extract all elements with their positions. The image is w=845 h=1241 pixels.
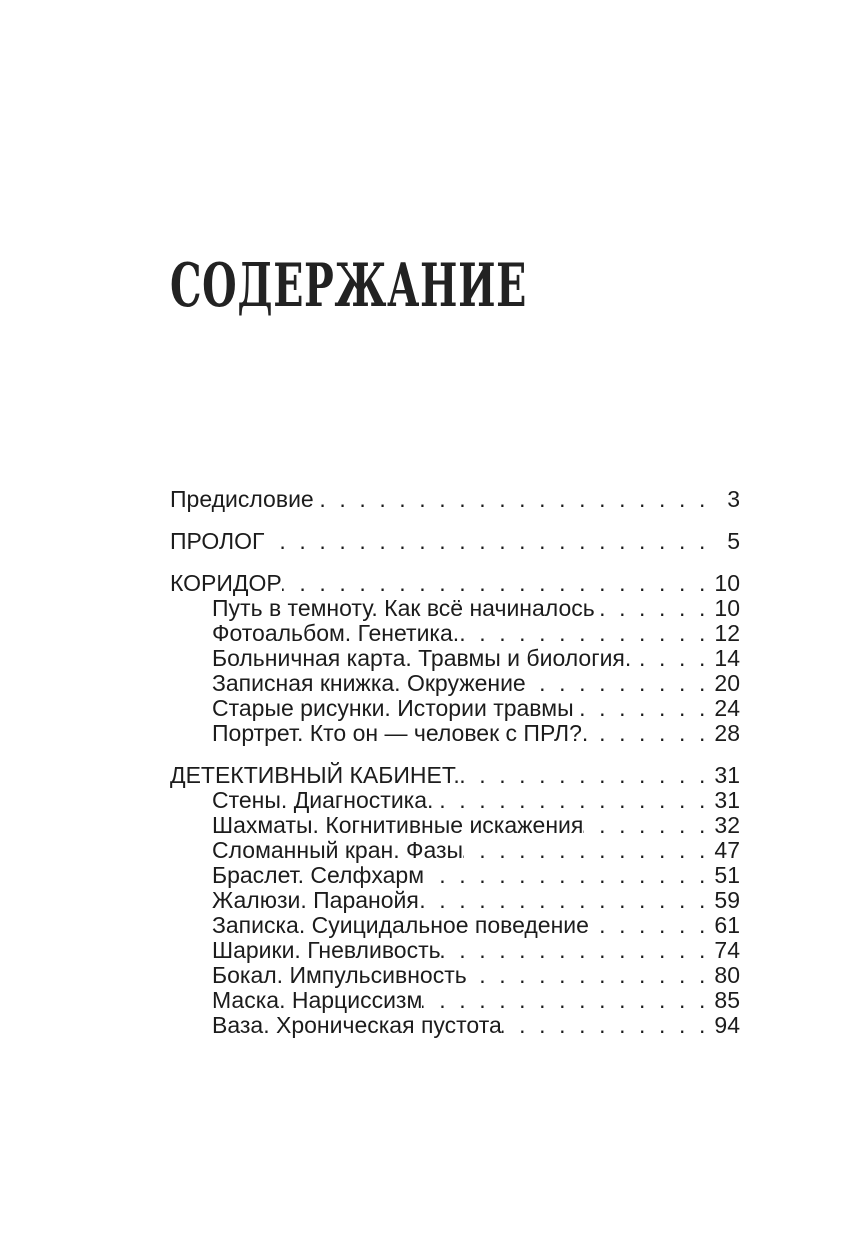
toc-entry-label: Предисловие (170, 486, 314, 512)
dot-leader (264, 529, 711, 554)
toc-entry-label: Шарики. Гневливость (212, 937, 441, 963)
toc-entry-page: 20 (714, 670, 740, 696)
toc-entry-page: 12 (714, 620, 740, 646)
toc-entry-label: Стены. Диагностика. (212, 787, 434, 813)
toc-entry-page: 14 (714, 645, 740, 671)
page-title: СОДЕРЖАНИЕ (170, 251, 528, 321)
dot-leader (583, 813, 711, 838)
dot-leader (502, 1013, 711, 1038)
toc-entry (170, 763, 740, 788)
toc-entry (170, 938, 740, 963)
toc-entry (170, 838, 740, 863)
dot-leader (574, 696, 711, 721)
toc-entry-page: 24 (714, 695, 740, 721)
toc-entry (170, 788, 740, 813)
toc-entry-label: КОРИДОР (170, 570, 282, 596)
toc-entry-label: Сломанный кран. Фазы (212, 837, 464, 863)
toc-entry-page: 94 (714, 1012, 740, 1038)
toc-entry (170, 888, 740, 913)
toc-entry (170, 529, 740, 554)
dot-leader (467, 963, 711, 988)
toc-entry-page: 80 (714, 962, 740, 988)
toc-entry-label: Шахматы. Когнитивные искажения (212, 812, 584, 838)
toc-entry-label: Фотоальбом. Генетика. (212, 620, 460, 646)
toc-entry-page: 74 (714, 937, 740, 963)
toc-entry (170, 646, 740, 671)
toc-entry-label: Путь в темноту. Как всё начиналось (212, 595, 595, 621)
toc-entry-page: 85 (714, 987, 740, 1013)
toc-entry (170, 721, 740, 746)
toc-entry-page: 31 (714, 762, 740, 788)
toc-entry-label: Записка. Суицидальное поведение (212, 912, 589, 938)
toc-entry-page: 10 (714, 595, 740, 621)
toc-entry (170, 963, 740, 988)
toc-entry-label: Жалюзи. Паранойя (212, 887, 419, 913)
toc-entry-label: ДЕТЕКТИВНЫЙ КАБИНЕТ. (170, 762, 460, 788)
toc-entry-label: ПРОЛОГ (170, 528, 265, 554)
dot-leader (589, 913, 711, 938)
dot-leader (526, 671, 711, 696)
toc-entry-label: Портрет. Кто он — человек с ПРЛ?. (212, 720, 589, 746)
toc-entry-page: 28 (714, 720, 740, 746)
toc-entry-label: Маска. Нарциссизм (212, 987, 423, 1013)
dot-leader (424, 863, 711, 888)
dot-leader (314, 487, 711, 512)
toc-entry-page: 32 (714, 812, 740, 838)
toc-entry (170, 813, 740, 838)
dot-leader (588, 721, 711, 746)
toc-entry-label: Бокал. Импульсивность (212, 962, 467, 988)
toc-entry (170, 1013, 740, 1038)
toc-entry-label: Браслет. Селфхарм (212, 862, 425, 888)
dot-leader (282, 571, 711, 596)
toc-entry (170, 988, 740, 1013)
toc-entry-page: 5 (727, 528, 740, 554)
toc-entry-page: 10 (714, 570, 740, 596)
dot-leader (419, 888, 711, 913)
toc-entry-page: 51 (714, 862, 740, 888)
toc-entry-page: 61 (714, 912, 740, 938)
dot-leader (459, 621, 711, 646)
toc-entry-label: Ваза. Хроническая пустота (212, 1012, 502, 1038)
toc-entry-label: Старые рисунки. Истории травмы (212, 695, 574, 721)
dot-leader (433, 788, 711, 813)
toc-entry (170, 596, 740, 621)
dot-leader (460, 763, 711, 788)
toc-entry (170, 571, 740, 596)
toc-entry-page: 31 (714, 787, 740, 813)
dot-leader (595, 596, 711, 621)
dot-leader (422, 988, 711, 1013)
toc-entry (170, 913, 740, 938)
dot-leader (463, 838, 711, 863)
toc-entry-label: Записная книжка. Окружение (212, 670, 526, 696)
toc-entry (170, 863, 740, 888)
dot-leader (441, 938, 711, 963)
dot-leader (631, 646, 711, 671)
table-of-contents (170, 487, 740, 1038)
toc-entry (170, 696, 740, 721)
toc-entry-label: Больничная карта. Травмы и биология. (212, 645, 632, 671)
toc-entry-page: 47 (714, 837, 740, 863)
toc-entry-page: 3 (727, 486, 740, 512)
toc-entry-page: 59 (714, 887, 740, 913)
toc-entry (170, 621, 740, 646)
toc-entry (170, 671, 740, 696)
toc-entry (170, 487, 740, 512)
